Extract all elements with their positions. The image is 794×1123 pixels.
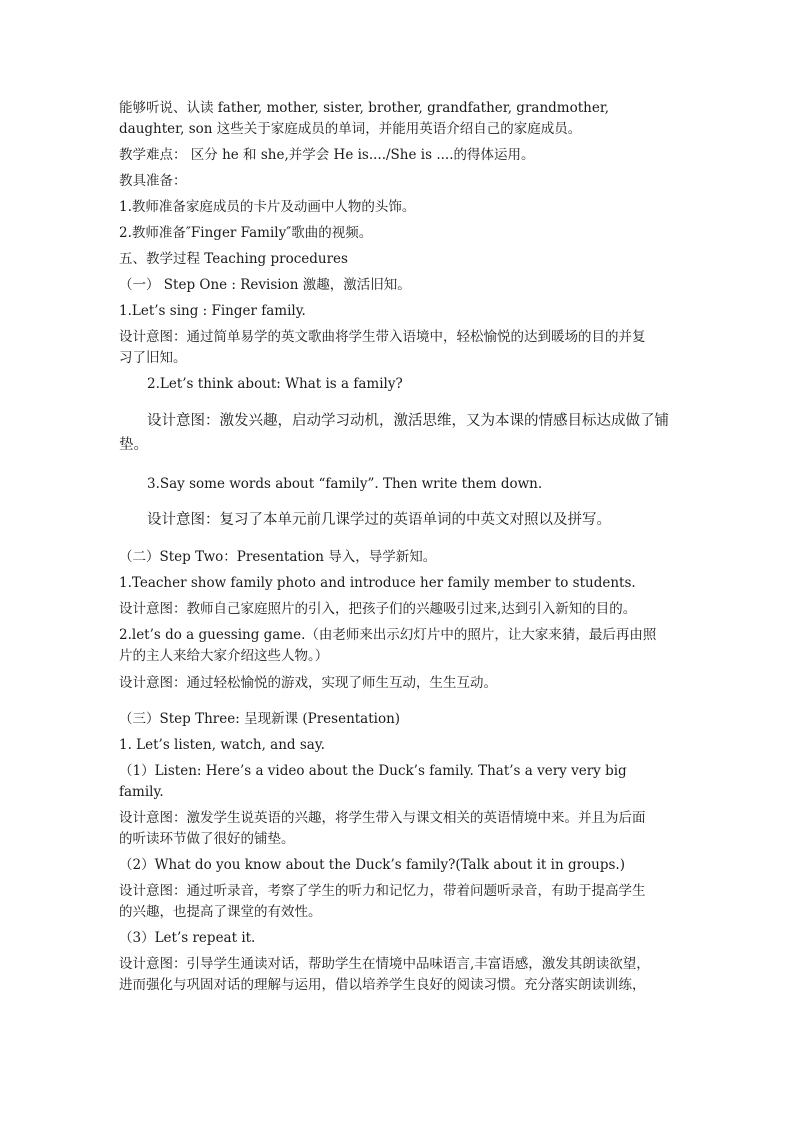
list-item: 1. Let’s listen, watch, and say.	[119, 737, 325, 753]
design-intent: 习了旧知。	[119, 350, 187, 366]
list-item: 2.Let’s think about: What is a family?	[147, 376, 403, 392]
list-item: 1.教师准备家庭成员的卡片及动画中人物的头饰。	[119, 199, 416, 215]
design-intent: 设计意图：复习了本单元前几课学过的英语单词的中英文对照以及拼写。	[147, 512, 611, 528]
list-item: （3）Let’s repeat it.	[119, 930, 256, 946]
design-intent: 垫。	[119, 437, 148, 453]
design-intent: 设计意图：通过轻松愉悦的游戏，实现了师生互动，生生互动。	[119, 675, 497, 691]
design-intent: 的兴趣，也提高了课堂的有效性。	[119, 904, 322, 920]
paragraph-line: daughter, son 这些关于家庭成员的单词，并能用英语介绍自己的家庭成员。	[119, 121, 582, 137]
list-item: 3.Say some words about “family”. Then write them down.	[147, 476, 543, 492]
design-intent: 的听读环节做了很好的铺垫。	[119, 831, 295, 847]
list-item: 1.Teacher show family photo and introduce her family member to students.	[119, 575, 636, 591]
section-label: 教具准备：	[119, 173, 187, 189]
design-intent: 设计意图：激发兴趣，启动学习动机，激活思维，又为本课的情感目标达成做了铺	[147, 413, 669, 429]
section-heading: 五、教学过程 Teaching procedures	[119, 251, 348, 267]
step-heading: （二）Step Two：Presentation 导入，导学新知。	[119, 549, 437, 565]
design-intent: 进而强化与巩固对话的理解与运用，借以培养学生良好的阅读习惯。充分落实朗读训练，	[119, 977, 646, 993]
design-intent: 设计意图：通过听录音，考察了学生的听力和记忆力，带着问题听录音，有助于提高学生	[119, 883, 646, 899]
design-intent: 设计意图：引导学生通读对话，帮助学生在情境中品味语言,丰富语感，激发其朗读欲望，	[119, 956, 650, 972]
list-item: （1）Listen: Here’s a video about the Duck’s family. That’s a very very big	[119, 763, 627, 779]
paragraph-line: 教学难点： 区分 he 和 she,并学会 He is..../She is ....的得体运用。	[119, 147, 535, 163]
paragraph-line: 能够听说、认读 father, mother, sister, brother, grandfather, grandmother,	[119, 100, 610, 116]
step-heading: （一） Step One : Revision 激趣，激活旧知。	[119, 277, 411, 293]
list-item: （2）What do you know about the Duck’s family?(Talk about it in groups.)	[119, 857, 625, 873]
list-item: 片的主人来给大家介绍这些人物。）	[119, 648, 329, 664]
design-intent: 设计意图：激发学生说英语的兴趣，将学生带入与课文相关的英语情境中来。并且为后面	[119, 810, 646, 826]
design-intent: 设计意图：通过简单易学的英文歌曲将学生带入语境中，轻松愉悦的达到暖场的目的并复	[119, 329, 646, 345]
list-item: 2.let’s do a guessing game.（由老师来出示幻灯片中的照片，让大家来猜，最后再由照	[119, 627, 657, 643]
step-heading: （三）Step Three: 呈现新课 (Presentation)	[119, 711, 401, 727]
list-item: family.	[119, 784, 164, 800]
design-intent: 设计意图：教师自己家庭照片的引入，把孩子们的兴趣吸引过来,达到引入新知的目的。	[119, 601, 637, 617]
list-item: 2.教师准备″Finger Family″歌曲的视频。	[119, 225, 373, 241]
list-item: 1.Let’s sing : Finger family.	[119, 303, 306, 319]
